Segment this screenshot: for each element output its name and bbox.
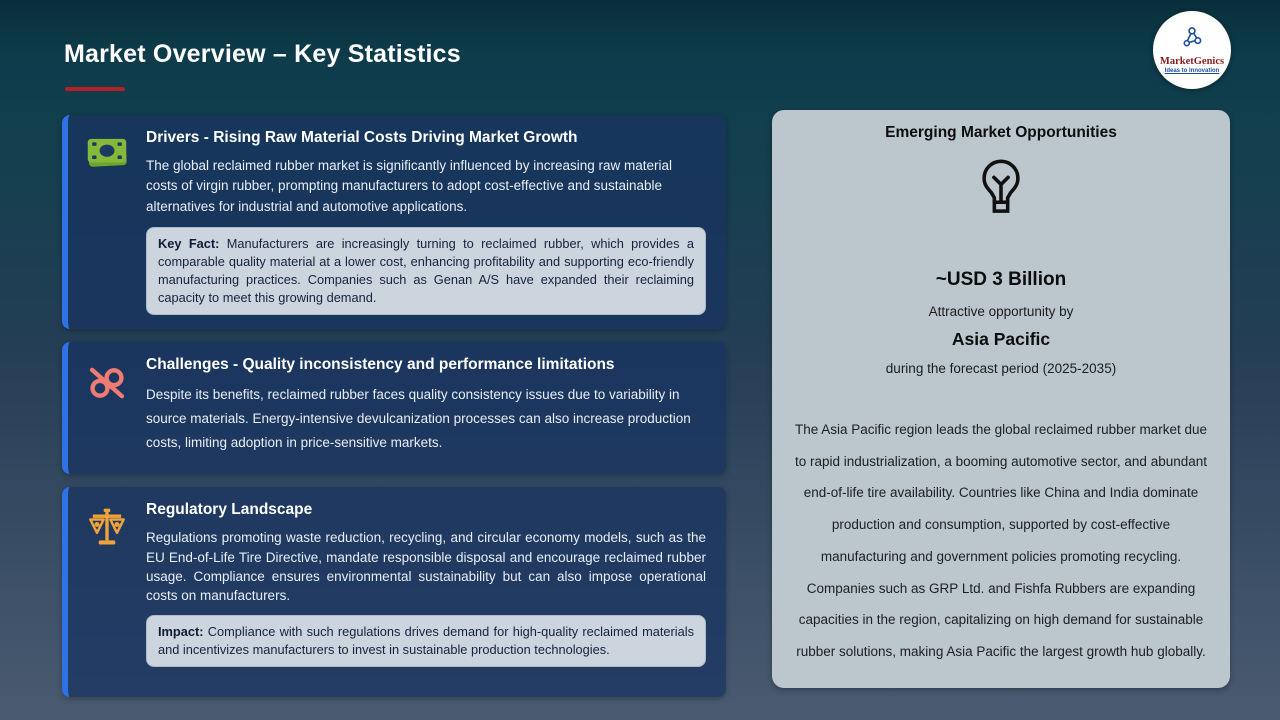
opportunity-value: ~USD 3 Billion — [935, 269, 1067, 290]
title-accent-bar — [65, 87, 125, 91]
card-regulatory-heading: Regulatory Landscape — [146, 501, 313, 519]
logo-tagline-text: Ideas to Innovation — [1164, 68, 1220, 74]
impact-text: Compliance with such regulations drives demand for high-quality reclaimed materials and incentivizes manufacturers to invest in sustainable production technologies. — [158, 624, 695, 658]
money-icon — [86, 135, 128, 315]
card-drivers-heading: Drivers - Rising Raw Material Costs Driving Market Growth — [146, 129, 578, 146]
card-drivers — [62, 115, 726, 329]
brand-logo — [1153, 11, 1231, 89]
opportunity-period: during the forecast period (2025-2035) — [885, 361, 1117, 376]
page-title: Market Overview – Key Statistics — [64, 40, 461, 68]
molecule-icon — [1179, 26, 1205, 55]
lightbulb-icon — [972, 156, 1030, 225]
scales-icon — [87, 507, 127, 683]
card-challenges-body: Despite its benefits, reclaimed rubber faces quality consistency issues due to variability in source materials. Energy-intensive devulcanization processes can also increase production costs, limiting adoption in price-sensitive markets. — [146, 387, 691, 451]
impact-label: Impact: — [158, 624, 204, 639]
key-fact-box — [146, 227, 706, 316]
card-regulatory-body: Regulations promoting waste reduction, recycling, and circular economy models, such as the EU End-of-Life Tire Directive, mandate responsible disposal and encourage reclaimed rubber usage. Compliance ensures environmental sustainability but can also impose operational costs on manufacturers. — [146, 530, 706, 603]
card-challenges-heading: Challenges - Quality inconsistency and performance limitations — [146, 356, 615, 374]
opportunity-subtitle: Attractive opportunity by — [928, 304, 1074, 319]
opportunity-title: Emerging Market Opportunities — [885, 124, 1117, 141]
key-fact-text: Manufacturers are increasingly turning to reclaimed rubber, which provides a comparable quality material at a lower cost, enhancing profitability and supporting eco-friendly manufacturing practices. Companies such as Genan A/S have expanded their reclaiming capacity to meet this growing demand. — [158, 235, 694, 306]
opportunity-description: The Asia Pacific region leads the global reclaimed rubber market due to rapid industrialization, a booming automotive sector, and abundant end-of-life tire availability. Countries like China and India dominate production and consumption, supported by cost-effective manufacturing and government policies promoting recycling. Companies such as GRP Ltd. and Fishfa Rubbers are expanding capacities in the region, capitalizing on high demand for sustainable rubber solutions, making Asia Pacific the largest growth hub globally. — [794, 422, 1207, 660]
opportunity-panel — [772, 110, 1230, 688]
logo-brand-text: MarketGenics — [1159, 56, 1225, 67]
broken-link-icon — [86, 362, 128, 460]
key-statistics-cards — [62, 115, 726, 697]
key-fact-label: Key Fact: — [158, 235, 220, 251]
card-challenges — [62, 342, 726, 474]
card-drivers-body: The global reclaimed rubber market is significantly influenced by increasing raw material costs of virgin rubber, prompting manufacturers to adopt cost-effective and sustainable alternatives for industrial and automotive applications. — [146, 158, 672, 214]
card-regulatory — [62, 487, 726, 697]
impact-box — [146, 615, 706, 667]
opportunity-region: Asia Pacific — [951, 329, 1051, 349]
